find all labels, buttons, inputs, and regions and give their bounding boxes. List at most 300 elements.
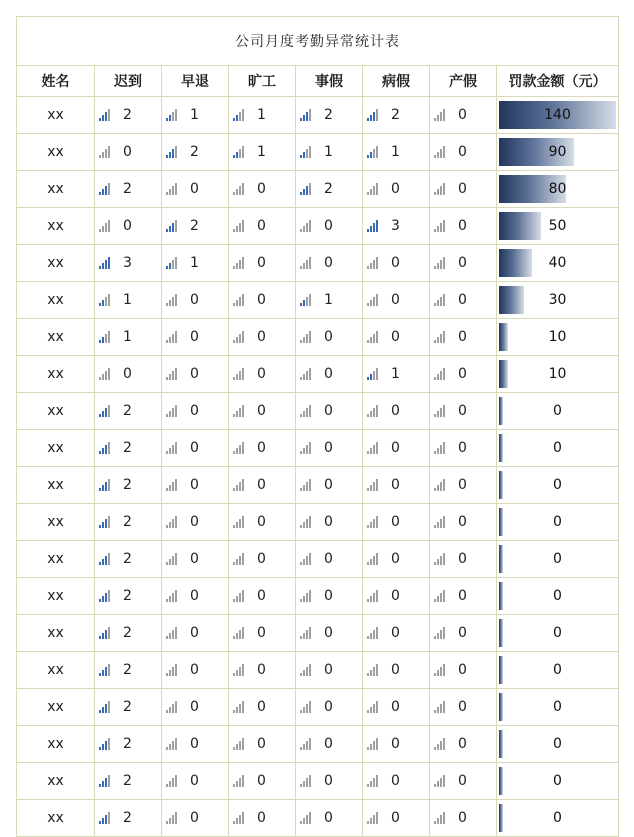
signal-bars-icon [99,516,111,528]
signal-bars-icon [99,812,111,824]
signal-bars-icon [300,442,312,454]
absent-count: 0 [257,551,266,567]
early-leave-count: 0 [190,810,199,826]
signal-bars-icon [99,553,111,565]
table-row [17,615,619,652]
personal-leave-cell [296,245,363,282]
early-leave-cell [162,430,229,467]
signal-bars-icon [99,701,111,713]
sick-leave-count: 0 [391,255,400,271]
absent-cell [229,652,296,689]
late-cell [95,97,162,134]
absent-count: 0 [257,181,266,197]
early-leave-count: 0 [190,514,199,530]
signal-bars-icon [300,368,312,380]
absent-cell [229,356,296,393]
maternity-leave-count: 0 [458,699,467,715]
absent-cell [229,726,296,763]
absent-count: 0 [257,292,266,308]
maternity-leave-cell [430,578,497,615]
sick-leave-cell [363,282,430,319]
early-leave-count: 0 [190,736,199,752]
sick-leave-cell [363,208,430,245]
signal-bars-icon [434,516,446,528]
personal-leave-count: 0 [324,773,333,789]
signal-bars-icon [99,775,111,787]
sick-leave-cell [363,800,430,837]
signal-bars-icon [434,183,446,195]
signal-bars-icon [233,701,245,713]
fine-amount: 30 [548,292,567,308]
signal-bars-icon [300,701,312,713]
signal-bars-icon [233,294,245,306]
personal-leave-count: 0 [324,255,333,271]
maternity-leave-cell [430,652,497,689]
table-row [17,652,619,689]
late-count: 2 [123,588,132,604]
maternity-leave-count: 0 [458,107,467,123]
signal-bars-icon [166,812,178,824]
absent-cell [229,393,296,430]
signal-bars-icon [434,146,446,158]
maternity-leave-cell [430,208,497,245]
early-leave-cell [162,689,229,726]
table-title: 公司月度考勤异常统计表 [17,17,619,66]
table-row [17,504,619,541]
employee-name: xx [17,319,95,356]
signal-bars-icon [434,664,446,676]
employee-name: xx [17,430,95,467]
late-count: 1 [123,292,132,308]
sick-leave-cell [363,467,430,504]
personal-leave-cell [296,652,363,689]
signal-bars-icon [434,109,446,121]
personal-leave-cell [296,689,363,726]
sick-leave-cell [363,578,430,615]
signal-bars-icon [99,220,111,232]
signal-bars-icon [233,257,245,269]
attendance-table [16,16,619,837]
signal-bars-icon [300,146,312,158]
signal-bars-icon [233,109,245,121]
sick-leave-count: 0 [391,699,400,715]
signal-bars-icon [233,738,245,750]
signal-bars-icon [367,516,379,528]
early-leave-count: 0 [190,329,199,345]
personal-leave-count: 1 [324,144,333,160]
fine-amount-cell [497,282,619,319]
signal-bars-icon [99,442,111,454]
maternity-leave-count: 0 [458,477,467,493]
table-row [17,763,619,800]
signal-bars-icon [434,775,446,787]
employee-name: xx [17,393,95,430]
table-row [17,800,619,837]
late-count: 2 [123,107,132,123]
sick-leave-cell [363,615,430,652]
employee-name: xx [17,763,95,800]
absent-cell [229,763,296,800]
early-leave-count: 0 [190,403,199,419]
maternity-leave-count: 0 [458,440,467,456]
signal-bars-icon [166,146,178,158]
fine-amount: 0 [553,699,562,715]
personal-leave-count: 0 [324,403,333,419]
fine-amount: 0 [553,477,562,493]
early-leave-count: 0 [190,477,199,493]
signal-bars-icon [434,405,446,417]
absent-count: 0 [257,403,266,419]
employee-name: xx [17,615,95,652]
fine-amount-cell [497,652,619,689]
employee-name: xx [17,171,95,208]
personal-leave-cell [296,578,363,615]
maternity-leave-count: 0 [458,366,467,382]
early-leave-cell [162,282,229,319]
signal-bars-icon [367,738,379,750]
sick-leave-count: 0 [391,292,400,308]
personal-leave-count: 0 [324,625,333,641]
absent-cell [229,319,296,356]
late-cell [95,652,162,689]
signal-bars-icon [367,331,379,343]
maternity-leave-count: 0 [458,588,467,604]
signal-bars-icon [166,442,178,454]
late-count: 2 [123,810,132,826]
signal-bars-icon [233,405,245,417]
employee-name: xx [17,245,95,282]
maternity-leave-count: 0 [458,810,467,826]
signal-bars-icon [166,405,178,417]
late-cell [95,541,162,578]
personal-leave-cell [296,504,363,541]
maternity-leave-count: 0 [458,662,467,678]
maternity-leave-cell [430,467,497,504]
signal-bars-icon [99,146,111,158]
absent-count: 0 [257,736,266,752]
signal-bars-icon [367,368,379,380]
late-count: 2 [123,662,132,678]
table-row [17,134,619,171]
signal-bars-icon [434,331,446,343]
table-row [17,689,619,726]
sick-leave-count: 1 [391,366,400,382]
late-count: 2 [123,699,132,715]
signal-bars-icon [434,738,446,750]
signal-bars-icon [99,405,111,417]
late-cell [95,689,162,726]
fine-amount-cell [497,430,619,467]
fine-amount: 0 [553,440,562,456]
table-row [17,356,619,393]
personal-leave-cell [296,467,363,504]
personal-leave-count: 2 [324,181,333,197]
signal-bars-icon [166,479,178,491]
signal-bars-icon [233,368,245,380]
personal-leave-count: 2 [324,107,333,123]
sick-leave-count: 0 [391,403,400,419]
signal-bars-icon [233,775,245,787]
header-sick-leave: 病假 [363,66,430,97]
absent-count: 0 [257,699,266,715]
employee-name: xx [17,356,95,393]
sick-leave-cell [363,541,430,578]
signal-bars-icon [99,627,111,639]
signal-bars-icon [434,368,446,380]
absent-count: 0 [257,625,266,641]
sick-leave-count: 0 [391,477,400,493]
signal-bars-icon [434,701,446,713]
maternity-leave-cell [430,319,497,356]
signal-bars-icon [300,109,312,121]
early-leave-count: 0 [190,366,199,382]
maternity-leave-count: 0 [458,292,467,308]
early-leave-count: 0 [190,662,199,678]
signal-bars-icon [367,109,379,121]
sick-leave-count: 2 [391,107,400,123]
table-row [17,430,619,467]
early-leave-count: 0 [190,588,199,604]
late-cell [95,393,162,430]
signal-bars-icon [300,812,312,824]
table-row [17,393,619,430]
signal-bars-icon [367,775,379,787]
employee-name: xx [17,282,95,319]
signal-bars-icon [300,405,312,417]
personal-leave-cell [296,541,363,578]
fine-amount-cell [497,800,619,837]
header-row [17,66,619,97]
signal-bars-icon [166,331,178,343]
fine-amount: 0 [553,625,562,641]
signal-bars-icon [434,627,446,639]
absent-count: 0 [257,588,266,604]
late-cell [95,134,162,171]
fine-amount-cell [497,504,619,541]
maternity-leave-count: 0 [458,218,467,234]
early-leave-count: 0 [190,773,199,789]
early-leave-cell [162,208,229,245]
signal-bars-icon [233,553,245,565]
maternity-leave-count: 0 [458,144,467,160]
table-row [17,282,619,319]
late-cell [95,726,162,763]
fine-amount-cell [497,467,619,504]
header-late: 迟到 [95,66,162,97]
sick-leave-count: 0 [391,736,400,752]
signal-bars-icon [367,405,379,417]
signal-bars-icon [166,183,178,195]
personal-leave-count: 0 [324,440,333,456]
signal-bars-icon [233,812,245,824]
sick-leave-cell [363,726,430,763]
late-cell [95,319,162,356]
late-count: 3 [123,255,132,271]
employee-name: xx [17,578,95,615]
early-leave-cell [162,356,229,393]
signal-bars-icon [367,257,379,269]
absent-cell [229,97,296,134]
signal-bars-icon [233,442,245,454]
fine-amount-cell [497,245,619,282]
maternity-leave-cell [430,689,497,726]
fine-amount: 80 [548,181,567,197]
late-cell [95,578,162,615]
sick-leave-cell [363,134,430,171]
absent-count: 0 [257,255,266,271]
signal-bars-icon [99,590,111,602]
employee-name: xx [17,504,95,541]
table-row [17,541,619,578]
absent-count: 0 [257,662,266,678]
table-row [17,726,619,763]
fine-amount: 0 [553,736,562,752]
early-leave-cell [162,763,229,800]
signal-bars-icon [434,590,446,602]
fine-amount: 140 [544,107,571,123]
signal-bars-icon [367,812,379,824]
personal-leave-count: 0 [324,366,333,382]
personal-leave-cell [296,319,363,356]
absent-count: 0 [257,810,266,826]
sick-leave-count: 0 [391,181,400,197]
absent-count: 0 [257,773,266,789]
signal-bars-icon [233,516,245,528]
fine-amount-cell [497,726,619,763]
signal-bars-icon [300,590,312,602]
maternity-leave-cell [430,356,497,393]
absent-count: 0 [257,477,266,493]
sick-leave-count: 0 [391,588,400,604]
early-leave-cell [162,319,229,356]
sick-leave-cell [363,393,430,430]
signal-bars-icon [166,220,178,232]
signal-bars-icon [166,738,178,750]
early-leave-cell [162,97,229,134]
signal-bars-icon [300,516,312,528]
sick-leave-count: 0 [391,329,400,345]
late-count: 2 [123,773,132,789]
signal-bars-icon [300,775,312,787]
maternity-leave-cell [430,171,497,208]
signal-bars-icon [300,627,312,639]
early-leave-cell [162,541,229,578]
personal-leave-cell [296,726,363,763]
late-count: 2 [123,514,132,530]
sick-leave-count: 1 [391,144,400,160]
signal-bars-icon [434,442,446,454]
sick-leave-count: 3 [391,218,400,234]
maternity-leave-count: 0 [458,625,467,641]
table-row [17,208,619,245]
absent-cell [229,504,296,541]
sick-leave-count: 0 [391,625,400,641]
signal-bars-icon [166,590,178,602]
signal-bars-icon [99,664,111,676]
signal-bars-icon [166,627,178,639]
absent-cell [229,800,296,837]
signal-bars-icon [233,183,245,195]
signal-bars-icon [300,183,312,195]
signal-bars-icon [99,183,111,195]
personal-leave-count: 0 [324,551,333,567]
maternity-leave-cell [430,97,497,134]
personal-leave-count: 0 [324,477,333,493]
absent-cell [229,541,296,578]
fine-amount: 50 [548,218,567,234]
maternity-leave-count: 0 [458,329,467,345]
maternity-leave-count: 0 [458,773,467,789]
sick-leave-count: 0 [391,662,400,678]
personal-leave-cell [296,615,363,652]
signal-bars-icon [233,331,245,343]
employee-name: xx [17,134,95,171]
personal-leave-count: 0 [324,736,333,752]
late-cell [95,430,162,467]
signal-bars-icon [434,553,446,565]
signal-bars-icon [434,812,446,824]
signal-bars-icon [166,516,178,528]
signal-bars-icon [166,109,178,121]
employee-name: xx [17,726,95,763]
fine-amount: 0 [553,514,562,530]
signal-bars-icon [300,257,312,269]
fine-amount-cell [497,97,619,134]
header-fine-amount: 罚款金额（元） [497,66,619,97]
signal-bars-icon [233,590,245,602]
absent-cell [229,134,296,171]
personal-leave-cell [296,393,363,430]
fine-amount-cell [497,763,619,800]
sick-leave-cell [363,652,430,689]
early-leave-count: 0 [190,181,199,197]
signal-bars-icon [367,664,379,676]
sick-leave-cell [363,763,430,800]
maternity-leave-count: 0 [458,514,467,530]
fine-amount-cell [497,689,619,726]
maternity-leave-count: 0 [458,736,467,752]
fine-amount: 0 [553,588,562,604]
late-cell [95,282,162,319]
absent-cell [229,208,296,245]
signal-bars-icon [434,479,446,491]
absent-cell [229,282,296,319]
employee-name: xx [17,689,95,726]
maternity-leave-cell [430,134,497,171]
late-count: 2 [123,736,132,752]
signal-bars-icon [233,627,245,639]
early-leave-count: 0 [190,551,199,567]
early-leave-count: 1 [190,107,199,123]
fine-amount: 0 [553,773,562,789]
maternity-leave-count: 0 [458,255,467,271]
early-leave-cell [162,171,229,208]
fine-amount: 40 [548,255,567,271]
fine-amount-cell [497,319,619,356]
table-row [17,171,619,208]
early-leave-cell [162,134,229,171]
personal-leave-cell [296,208,363,245]
sick-leave-cell [363,245,430,282]
header-name: 姓名 [17,66,95,97]
absent-count: 1 [257,144,266,160]
absent-count: 0 [257,218,266,234]
signal-bars-icon [367,701,379,713]
sick-leave-cell [363,319,430,356]
fine-amount: 10 [548,329,567,345]
sick-leave-cell [363,171,430,208]
signal-bars-icon [166,553,178,565]
